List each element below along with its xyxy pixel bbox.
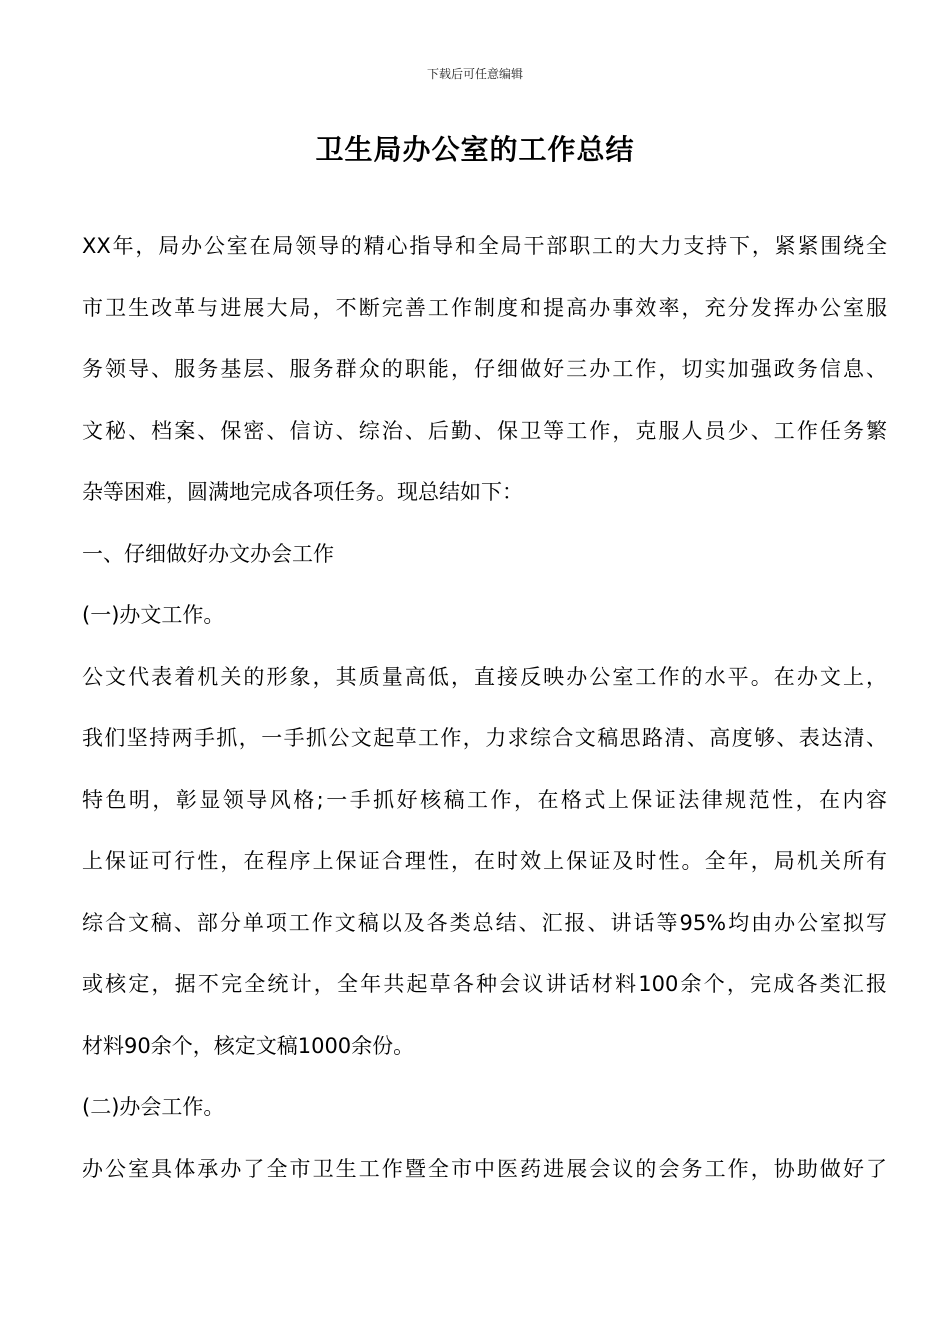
- paragraph-line: 综合文稿、部分单项工作文稿以及各类总结、汇报、讲话等95%均由办公室拟写: [82, 910, 887, 935]
- paragraph-line: 公文代表着机关的形象，其质量高低，直接反映办公室工作的水平。在办文上，: [82, 664, 887, 689]
- paragraph-line: 务领导、服务基层、服务群众的职能，仔细做好三办工作，切实加强政务信息、: [82, 357, 887, 381]
- subsection-heading: (二)办会工作。: [82, 1095, 225, 1119]
- document-body: [82, 216, 887, 1200]
- paragraph-line: 材料90余个，核定文稿1000余份。: [82, 1033, 415, 1058]
- paragraph-line: 市卫生改革与进展大局，不断完善工作制度和提高办事效率，充分发挥办公室服: [82, 295, 887, 320]
- paragraph-line: 杂等困难，圆满地完成各项任务。现总结如下：: [82, 480, 523, 504]
- paragraph-line: 我们坚持两手抓，一手抓公文起草工作，力求综合文稿思路清、高度够、表达清、: [82, 726, 887, 750]
- header-note: 下载后可任意编辑: [426, 67, 523, 81]
- document-title: 卫生局办公室的工作总结: [315, 133, 635, 166]
- paragraph-line: 文秘、档案、保密、信访、综治、后勤、保卫等工作，克服人员少、工作任务繁: [82, 418, 887, 443]
- document-writing-paragraph: [82, 647, 887, 1078]
- paragraph-line: 特色明，彰显领导风格;一手抓好核稿工作，在格式上保证法律规范性，在内容: [82, 787, 887, 812]
- paragraph-line: 或核定，据不完全统计，全年共起草各种会议讲话材料100余个，完成各类汇报: [82, 972, 887, 996]
- paragraph-line: 办公室具体承办了全市卫生工作暨全市中医药进展会议的会务工作，协助做好了: [82, 1156, 887, 1181]
- paragraph-line: XX年，局办公室在局领导的精心指导和全局干部职工的大力支持下，紧紧围绕全: [82, 234, 887, 258]
- section-heading: 一、仔细做好办文办会工作: [82, 541, 334, 566]
- subsection-heading: (一)办文工作。: [82, 603, 225, 627]
- paragraph-line: 上保证可行性，在程序上保证合理性，在时效上保证及时性。全年，局机关所有: [82, 849, 887, 873]
- intro-paragraph: [82, 216, 887, 524]
- meeting-work-paragraph: [82, 1139, 887, 1201]
